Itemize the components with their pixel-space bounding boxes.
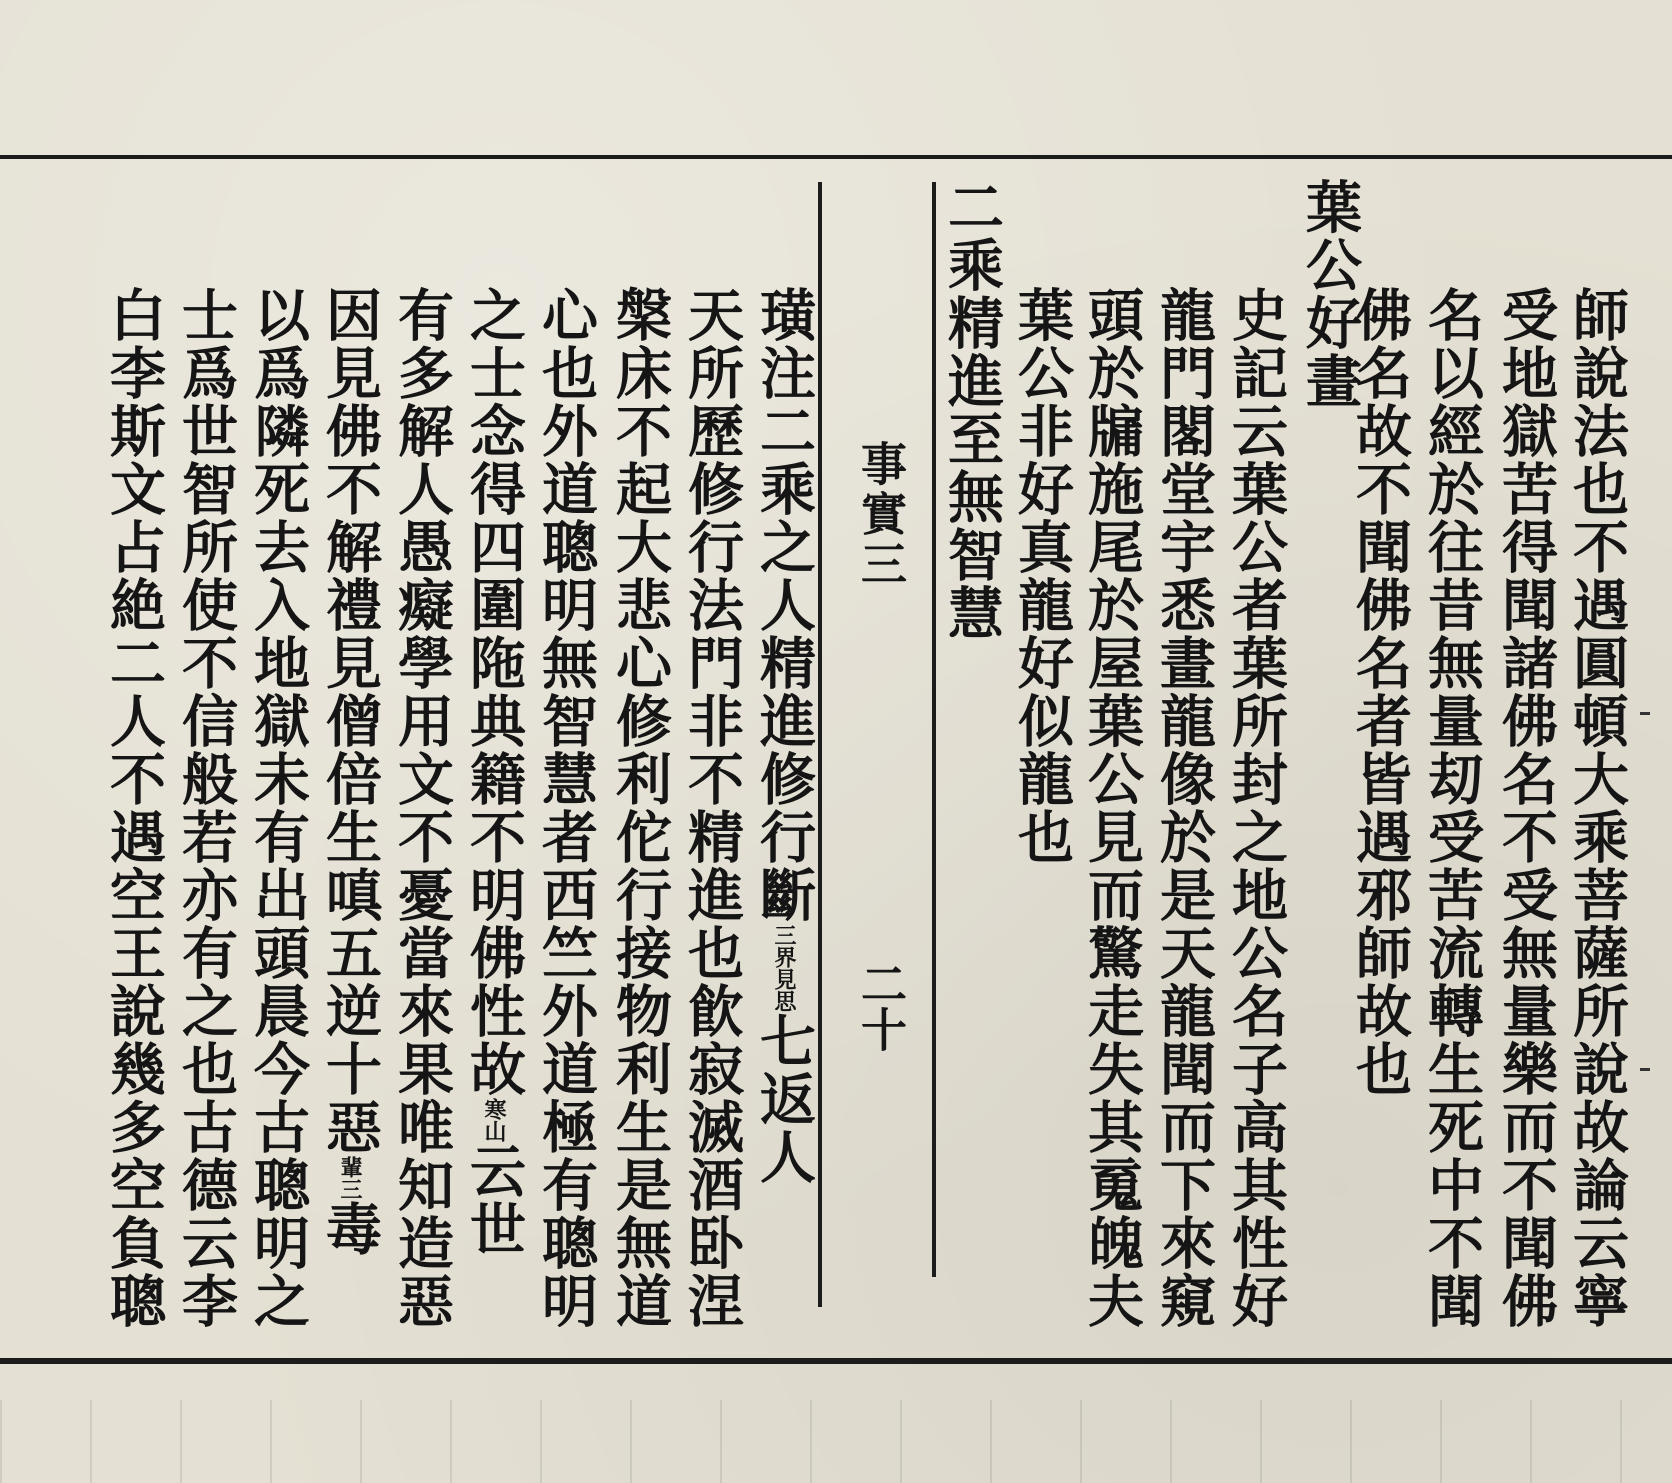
text-column: 槃床不起大悲心修利佗行接物利生是無道 [607, 286, 673, 1330]
text-column: 葉公非好真龍好似龍也 [1009, 286, 1075, 866]
text-column [462, 286, 526, 1258]
interlinear-note: 寒山 [481, 1098, 507, 1142]
text-column: 心也外道聰明無智慧者西竺外道極有聰明 [533, 286, 599, 1330]
section-heading: 葉公好畫 [1297, 178, 1363, 410]
interlinear-note: 三界見思 [771, 924, 797, 1012]
column-tail: 毒 [317, 1200, 383, 1258]
margin-tick [1640, 712, 1650, 715]
top-border-rule [0, 155, 1672, 159]
bottom-border-rule [0, 1358, 1672, 1364]
page-number: 二十 [854, 960, 908, 1052]
text-column: 天所歷修行法門非不精進也飮寂滅酒卧涅 [679, 286, 745, 1330]
text-column: 史記云葉公者葉所封之地公名子高其性好 [1223, 286, 1289, 1330]
text-column: 以爲隣死去入地獄未有出頭晨今古聰明之 [245, 286, 311, 1330]
text-column [318, 286, 382, 1258]
interlinear-note: 輩三 [337, 1156, 363, 1200]
center-divider-left [818, 182, 822, 1307]
column-tail: 七返人 [751, 1012, 817, 1186]
column-lead: 因見佛不解禮見僧倍生嗔五逆十惡 [317, 286, 383, 1156]
text-column: 龍門閣堂宇悉畫龍像於是天龍聞而下來窺 [1151, 286, 1217, 1330]
text-column: 名以經於往昔無量刧受苦流轉生死中不聞 [1419, 286, 1485, 1330]
column-lead: 之士念得四圍陁典籍不明佛性故 [461, 286, 527, 1098]
text-column: 白李斯文占絶二人不遇空王說幾多空負聰 [101, 286, 167, 1330]
text-column [752, 286, 816, 1186]
text-column: 有多解人愚癡學用文不憂當來果唯知造惡 [389, 286, 455, 1330]
center-divider-right [932, 182, 936, 1277]
text-column: 士爲世智所使不信般若亦有之也古德云李 [173, 286, 239, 1330]
margin-tick [1640, 1068, 1650, 1071]
text-column: 受地獄苦得聞諸佛名不受無量樂而不聞佛 [1493, 286, 1559, 1330]
text-column: 師說法也不遇圓頓大乘菩薩所說故論云寧 [1564, 286, 1630, 1330]
text-column: 頭於牖施尾於屋葉公見而驚走失其䰟魄夫 [1079, 286, 1145, 1330]
center-title: 事實三 [854, 440, 908, 590]
text-column: 佛名故不聞佛名者皆遇邪師故也 [1347, 286, 1413, 1098]
section-heading: 二乘精進至無智慧 [939, 178, 1005, 642]
column-tail: 云世 [461, 1142, 527, 1258]
next-page-bleed [0, 1400, 1672, 1483]
column-lead: 璜注二乘之人精進修行斷 [751, 286, 817, 924]
